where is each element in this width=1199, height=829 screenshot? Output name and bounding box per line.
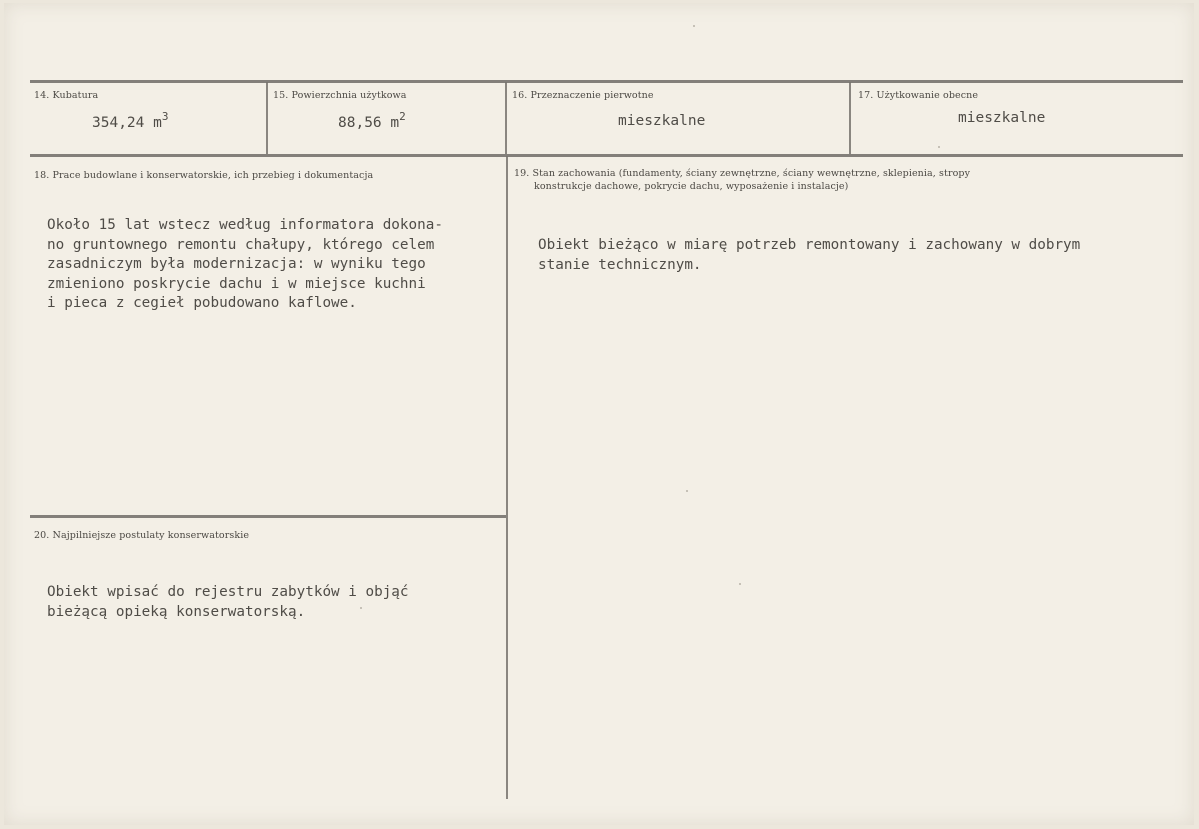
- paper-speck: [739, 583, 741, 585]
- powierzchnia-value: [338, 110, 406, 131]
- section18-bottom-rule: [30, 515, 506, 518]
- postulaty-text: Obiekt wpisać do rejestru zabytków i objąć bieżącą opieką konserwatorską.: [47, 584, 409, 620]
- powierzchnia-number: 88,56 m: [338, 115, 400, 131]
- paper-speck: [693, 25, 695, 27]
- row1-bottom-rule: [30, 154, 1183, 157]
- przeznaczenie-label: 16. Przeznaczenie pierwotne: [512, 90, 654, 101]
- kubatura-value: [92, 110, 168, 131]
- powierzchnia-label: 15. Powierzchnia użytkowa: [273, 90, 407, 101]
- prace-budowlane-label: 18. Prace budowlane i konserwatorskie, ich przebieg i dokumentacja: [34, 170, 374, 181]
- top-rule: [30, 80, 1183, 83]
- paper-speck: [938, 146, 940, 148]
- stan-zachowania-label-line2: konstrukcje dachowe, pokrycie dachu, wyposażenie i instalacje): [534, 181, 849, 192]
- prace-budowlane-text: Około 15 lat wstecz według informatora dokona- no gruntownego remontu chałupy, którego celem zasadniczym była modernizacja: w wyniku tego zmieniono poskrycie dachu i w miejsce kuchni i pieca z cegieł pobudowano kaflowe.: [47, 217, 443, 311]
- paper-speck: [686, 490, 688, 492]
- stan-zachowania-text: Obiekt bieżąco w miarę potrzeb remontowany i zachowany w dobrym stanie technicznym.: [538, 237, 1081, 273]
- uzytkowanie-label: 17. Użytkowanie obecne: [858, 90, 979, 101]
- uzytkowanie-value: mieszkalne: [958, 110, 1046, 126]
- kubatura-number: 354,24 m: [92, 115, 162, 131]
- divider-15-16: [505, 82, 507, 154]
- divider-14-15: [266, 82, 268, 154]
- kubatura-unit-exponent: 3: [161, 110, 169, 123]
- powierzchnia-unit-exponent: 2: [399, 110, 406, 123]
- stan-zachowania-label-line1: 19. Stan zachowania (fundamenty, ściany zewnętrzne, ściany wewnętrzne, sklepienia, stropy: [514, 168, 971, 179]
- form-card: [4, 3, 1194, 825]
- divider-16-17: [849, 82, 851, 154]
- kubatura-label: 14. Kubatura: [34, 90, 99, 101]
- main-column-divider: [506, 156, 508, 799]
- paper-speck: [360, 607, 362, 609]
- przeznaczenie-value: mieszkalne: [618, 113, 706, 129]
- postulaty-label: 20. Najpilniejsze postulaty konserwatorskie: [34, 530, 250, 541]
